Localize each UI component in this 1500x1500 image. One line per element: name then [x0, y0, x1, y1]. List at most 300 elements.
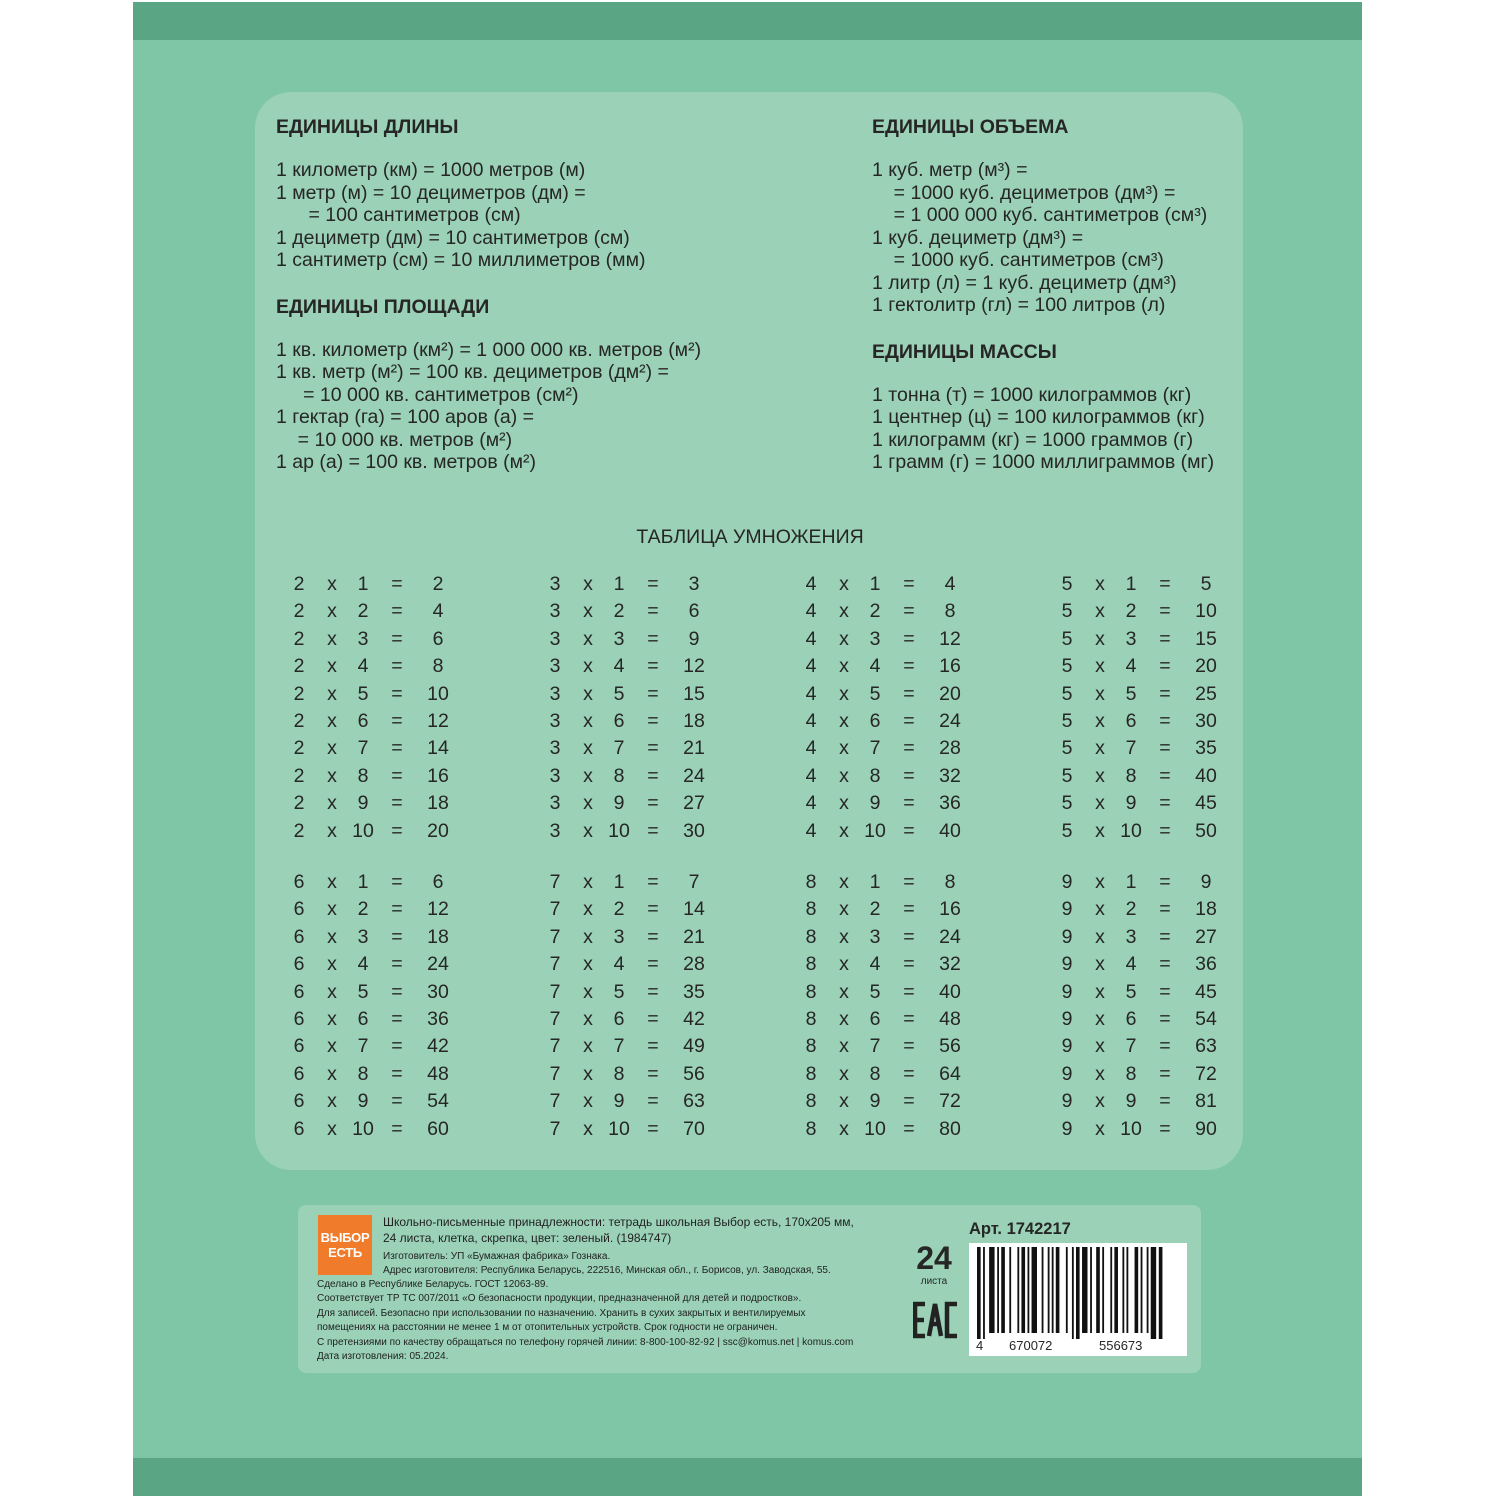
times-row [1052, 735, 1242, 762]
times-sign: x [1095, 1007, 1105, 1030]
equals-sign: = [647, 1007, 659, 1030]
equals-sign: = [903, 764, 915, 787]
mass-unit-line: 1 килограмм (кг) = 1000 граммов (г) [872, 428, 1194, 451]
factor: 2 [293, 627, 305, 650]
times-row [540, 735, 730, 762]
product-value: 8 [432, 655, 444, 678]
multiplier: 5 [869, 980, 881, 1003]
factor: 9 [1061, 898, 1073, 921]
product-value: 36 [939, 792, 961, 815]
product-value: 12 [683, 655, 705, 678]
multiplier: 9 [1125, 1090, 1137, 1113]
times-row [540, 1006, 730, 1033]
multiplier: 3 [869, 925, 881, 948]
times-sign: x [327, 792, 337, 815]
multiplier: 2 [613, 600, 625, 623]
factor: 8 [805, 1090, 817, 1113]
barcode-bar [989, 1247, 994, 1333]
times-row [540, 869, 730, 896]
multiplier: 4 [869, 953, 881, 976]
area-unit-line: 1 гектар (га) = 100 аров (а) = [276, 406, 535, 428]
multiplier: 9 [1125, 792, 1137, 815]
compliance-line: С претензиями по качеству обращаться по телефону горячей линии: 8-800-100-82-92 | ssc@komus.net | komus.com [317, 1336, 854, 1348]
product-value: 3 [688, 573, 700, 595]
times-table-9 [1052, 869, 1242, 1143]
factor: 5 [1061, 682, 1073, 705]
multiplier: 6 [1125, 709, 1137, 732]
equals-sign: = [903, 737, 915, 760]
multiplier: 7 [613, 737, 625, 760]
product-value: 32 [939, 764, 961, 787]
times-sign: x [583, 1090, 593, 1113]
times-row [284, 1116, 474, 1143]
barcode-left-digits: 670072 [1009, 1338, 1053, 1353]
times-row [1052, 1116, 1242, 1143]
factor: 2 [293, 682, 305, 705]
times-row [1052, 979, 1242, 1006]
factor: 3 [549, 737, 561, 760]
product-value: 72 [1195, 1062, 1217, 1085]
times-sign: x [1095, 655, 1105, 678]
equals-sign: = [647, 1117, 659, 1140]
times-sign: x [839, 573, 849, 595]
manufacturer-info [383, 1250, 831, 1279]
factor: 3 [549, 709, 561, 732]
product-value: 48 [939, 1007, 961, 1030]
factor: 7 [549, 871, 561, 893]
times-sign: x [327, 627, 337, 650]
equals-sign: = [903, 709, 915, 732]
times-sign: x [327, 1090, 337, 1113]
multiplier: 7 [613, 1035, 625, 1058]
times-row [540, 1116, 730, 1143]
multiplier: 9 [613, 792, 625, 815]
factor: 7 [549, 953, 561, 976]
factor: 2 [293, 709, 305, 732]
times-row [1052, 626, 1242, 653]
product-value: 24 [939, 925, 961, 948]
times-table-6 [284, 869, 474, 1143]
equals-sign: = [903, 1007, 915, 1030]
times-row [540, 1033, 730, 1060]
sheets-count: 24 [916, 1240, 952, 1276]
factor: 5 [1061, 737, 1073, 760]
times-sign: x [327, 925, 337, 948]
factor: 7 [549, 1035, 561, 1058]
equals-sign: = [391, 1007, 403, 1030]
multiplier: 8 [357, 1062, 369, 1085]
times-row [540, 818, 730, 845]
equals-sign: = [903, 627, 915, 650]
barcode-bar [1066, 1247, 1068, 1333]
barcode-bars [977, 1247, 1179, 1339]
equals-sign: = [1159, 764, 1171, 787]
times-row [1052, 924, 1242, 951]
product-value: 36 [427, 1007, 449, 1030]
product-value: 56 [939, 1035, 961, 1058]
factor: 5 [1061, 627, 1073, 650]
equals-sign: = [1159, 1090, 1171, 1113]
product-value: 27 [1195, 925, 1217, 948]
times-row [1052, 790, 1242, 817]
product-value: 30 [1195, 709, 1217, 732]
times-row [1052, 818, 1242, 845]
equals-sign: = [647, 682, 659, 705]
times-sign: x [327, 737, 337, 760]
times-row [1052, 869, 1242, 896]
equals-sign: = [1159, 1117, 1171, 1140]
times-sign: x [839, 1090, 849, 1113]
factor: 6 [293, 1007, 305, 1030]
times-row [796, 681, 986, 708]
product-value: 6 [432, 871, 444, 893]
times-row [796, 1006, 986, 1033]
product-value: 21 [683, 925, 705, 948]
product-value: 20 [939, 682, 961, 705]
product-value: 9 [688, 627, 700, 650]
times-sign: x [327, 1117, 337, 1140]
multiplier: 8 [613, 1062, 625, 1085]
multiplier: 1 [1125, 871, 1137, 893]
multiplier: 4 [869, 655, 881, 678]
multiplier: 9 [357, 1090, 369, 1113]
volume-unit-line: 1 куб. дециметр (дм³) = [872, 226, 1084, 249]
equals-sign: = [391, 871, 403, 893]
times-sign: x [839, 682, 849, 705]
times-row [284, 1006, 474, 1033]
times-row [540, 598, 730, 625]
factor: 8 [805, 953, 817, 976]
barcode-bar [1096, 1247, 1100, 1333]
times-sign: x [1095, 709, 1105, 732]
equals-sign: = [647, 600, 659, 623]
times-row [540, 896, 730, 923]
times-row [1052, 896, 1242, 923]
equals-sign: = [903, 655, 915, 678]
product-value: 16 [939, 655, 961, 678]
times-sign: x [327, 709, 337, 732]
times-sign: x [583, 737, 593, 760]
times-row [1052, 571, 1242, 598]
volume-unit-line: = 1 000 000 куб. сантиметров (см³) [872, 204, 1208, 226]
barcode-bar [1114, 1247, 1118, 1333]
barcode-bar [1082, 1247, 1087, 1333]
times-row [796, 1033, 986, 1060]
times-row [540, 951, 730, 978]
equals-sign: = [391, 600, 403, 623]
multiplier: 10 [608, 1117, 630, 1140]
barcode-right-digits: 556673 [1099, 1338, 1143, 1353]
factor: 8 [805, 871, 817, 893]
barcode-bar [1102, 1247, 1104, 1333]
factor: 8 [805, 980, 817, 1003]
times-row [1052, 763, 1242, 790]
multiplier: 10 [608, 819, 630, 842]
area-units-title: ЕДИНИЦЫ ПЛОЩАДИ [276, 295, 490, 318]
area-unit-line: = 10 000 кв. сантиметров (см²) [276, 383, 579, 406]
multiplier: 5 [613, 682, 625, 705]
product-value: 8 [944, 600, 956, 623]
equals-sign: = [391, 709, 403, 732]
times-sign: x [1095, 1117, 1105, 1140]
barcode-bar [1017, 1247, 1019, 1333]
times-table-4 [796, 571, 986, 845]
multiplier: 8 [357, 764, 369, 787]
times-sign: x [583, 655, 593, 678]
factor: 4 [805, 819, 817, 842]
times-sign: x [583, 1117, 593, 1140]
times-sign: x [327, 1062, 337, 1085]
times-row [796, 571, 986, 598]
equals-sign: = [391, 655, 403, 678]
equals-sign: = [1159, 871, 1171, 893]
right-column [872, 114, 1242, 474]
multiplier: 3 [613, 925, 625, 948]
barcode-bar [977, 1247, 981, 1339]
times-row [796, 708, 986, 735]
equals-sign: = [903, 1035, 915, 1058]
barcode-bar [983, 1247, 985, 1339]
compliance-line: Дата изготовления: 05.2024. [317, 1351, 449, 1363]
equals-sign: = [903, 871, 915, 893]
times-sign: x [583, 627, 593, 650]
multiplier: 10 [352, 1117, 374, 1140]
product-value: 18 [427, 792, 449, 815]
equals-sign: = [391, 764, 403, 787]
equals-sign: = [903, 925, 915, 948]
multiplier: 3 [357, 627, 369, 650]
times-sign: x [583, 1007, 593, 1030]
mass-unit-line: 1 центнер (ц) = 100 килограммов (кг) [872, 406, 1205, 428]
times-sign: x [1095, 600, 1105, 623]
times-sign: x [327, 980, 337, 1003]
product-value: 6 [688, 600, 700, 623]
factor: 5 [1061, 655, 1073, 678]
times-sign: x [583, 1062, 593, 1085]
multiplier: 1 [613, 871, 625, 893]
factor: 2 [293, 600, 305, 623]
times-sign: x [1095, 898, 1105, 921]
equals-sign: = [391, 573, 403, 595]
times-sign: x [583, 792, 593, 815]
barcode-bar [1110, 1247, 1112, 1333]
product-description [383, 1215, 854, 1246]
product-value: 6 [432, 627, 444, 650]
equals-sign: = [1159, 600, 1171, 623]
product-value: 5 [1200, 573, 1212, 595]
times-row [284, 1088, 474, 1115]
times-table-7 [540, 869, 730, 1143]
multiplier: 3 [613, 627, 625, 650]
factor: 8 [805, 1007, 817, 1030]
product-value: 14 [427, 737, 449, 760]
equals-sign: = [1159, 1062, 1171, 1085]
equals-sign: = [647, 573, 659, 595]
product-value: 24 [683, 764, 705, 787]
times-sign: x [583, 682, 593, 705]
equals-sign: = [391, 1117, 403, 1140]
length-unit-line: 1 сантиметр (см) = 10 миллиметров (мм) [276, 249, 646, 271]
factor: 9 [1061, 871, 1073, 893]
multiplier: 10 [1120, 819, 1142, 842]
times-sign: x [327, 764, 337, 787]
equals-sign: = [647, 819, 659, 842]
length-units-list [276, 159, 856, 272]
factor: 9 [1061, 1007, 1073, 1030]
times-sign: x [839, 1062, 849, 1085]
product-value: 15 [1195, 627, 1217, 650]
equals-sign: = [1159, 898, 1171, 921]
product-value: 10 [427, 682, 449, 705]
factor: 5 [1061, 792, 1073, 815]
product-value: 4 [944, 573, 956, 595]
factor: 4 [805, 573, 817, 595]
times-sign: x [1095, 1090, 1105, 1113]
equals-sign: = [903, 682, 915, 705]
factor: 2 [293, 737, 305, 760]
product-value: 7 [688, 871, 700, 893]
multiplier: 8 [869, 764, 881, 787]
equals-sign: = [391, 792, 403, 815]
barcode-bar [1072, 1247, 1074, 1339]
times-sign: x [1095, 1062, 1105, 1085]
factor: 4 [805, 627, 817, 650]
multiplier: 4 [613, 953, 625, 976]
brand-logo [318, 1215, 372, 1275]
factor: 5 [1061, 819, 1073, 842]
volume-unit-line: 1 литр (л) = 1 куб. дециметр (дм³) [872, 271, 1177, 294]
multiplier: 2 [1125, 600, 1137, 623]
times-sign: x [839, 709, 849, 732]
equals-sign: = [391, 819, 403, 842]
product-value: 90 [1195, 1117, 1217, 1140]
multiplier: 2 [869, 600, 881, 623]
barcode-bar [1001, 1247, 1005, 1333]
times-sign: x [583, 953, 593, 976]
times-sign: x [1095, 682, 1105, 705]
product-value: 36 [1195, 953, 1217, 976]
volume-unit-line: = 1000 куб. сантиметров (см³) [872, 249, 1164, 271]
factor: 4 [805, 600, 817, 623]
product-value: 49 [683, 1035, 705, 1058]
times-row [796, 1116, 986, 1143]
equals-sign: = [647, 627, 659, 650]
times-row [284, 681, 474, 708]
times-sign: x [839, 871, 849, 893]
multiplier: 1 [869, 573, 881, 595]
multiplier: 6 [869, 1007, 881, 1030]
times-row [796, 979, 986, 1006]
times-sign: x [327, 573, 337, 595]
multiplier: 6 [869, 709, 881, 732]
times-row [796, 818, 986, 845]
equals-sign: = [903, 819, 915, 842]
times-sign: x [583, 764, 593, 787]
equals-sign: = [391, 925, 403, 948]
barcode-bar [1028, 1247, 1030, 1333]
factor: 5 [1061, 573, 1073, 595]
equals-sign: = [1159, 627, 1171, 650]
equals-sign: = [391, 898, 403, 921]
factor: 9 [1061, 1117, 1073, 1140]
product-value: 42 [427, 1035, 449, 1058]
times-row [284, 924, 474, 951]
times-row [796, 598, 986, 625]
product-value: 56 [683, 1062, 705, 1085]
product-value: 42 [683, 1007, 705, 1030]
product-description-line: Школьно-письменные принадлежности: тетрадь школьная Выбор есть, 170х205 мм, [383, 1215, 854, 1229]
times-sign: x [839, 1035, 849, 1058]
manufacturer-line: Адрес изготовителя: Республика Беларусь, 222516, Минская обл., г. Борисов, ул. Заводская, 55. [383, 1265, 831, 1277]
equals-sign: = [647, 737, 659, 760]
product-value: 2 [432, 573, 444, 595]
barcode-bar [1032, 1247, 1037, 1333]
multiplier: 9 [869, 1090, 881, 1113]
factor: 6 [293, 925, 305, 948]
equals-sign: = [647, 709, 659, 732]
multiplier: 2 [357, 898, 369, 921]
multiplier: 8 [613, 764, 625, 787]
times-row [284, 653, 474, 680]
area-units-list [276, 339, 856, 474]
multiplier: 4 [1125, 953, 1137, 976]
volume-unit-line: 1 гектолитр (гл) = 100 литров (л) [872, 294, 1166, 316]
mass-unit-line: 1 тонна (т) = 1000 килограммов (кг) [872, 383, 1192, 406]
multiplier: 3 [1125, 627, 1137, 650]
multiplier: 6 [1125, 1007, 1137, 1030]
barcode-first-digit: 4 [976, 1338, 984, 1353]
times-sign: x [839, 792, 849, 815]
equals-sign: = [1159, 980, 1171, 1003]
times-row [1052, 653, 1242, 680]
factor: 4 [805, 792, 817, 815]
times-sign: x [1095, 819, 1105, 842]
times-row [540, 708, 730, 735]
product-value: 28 [939, 737, 961, 760]
times-sign: x [583, 600, 593, 623]
times-row [284, 571, 474, 598]
times-sign: x [839, 764, 849, 787]
factor: 6 [293, 871, 305, 893]
times-sign: x [839, 898, 849, 921]
times-row [284, 735, 474, 762]
multiplier: 4 [1125, 655, 1137, 678]
times-row [284, 763, 474, 790]
barcode-bar [1151, 1247, 1156, 1339]
eac-mark-icon [913, 1300, 959, 1340]
factor: 9 [1061, 925, 1073, 948]
times-row [540, 1061, 730, 1088]
equals-sign: = [903, 792, 915, 815]
product-value: 18 [683, 709, 705, 732]
equals-sign: = [391, 1062, 403, 1085]
length-units-title: ЕДИНИЦЫ ДЛИНЫ [276, 116, 459, 138]
multiplier: 2 [357, 600, 369, 623]
product-value: 81 [1195, 1090, 1217, 1113]
times-row [796, 896, 986, 923]
volume-unit-line: 1 куб. метр (м³) = [872, 159, 1028, 181]
times-sign: x [1095, 925, 1105, 948]
factor: 5 [1061, 600, 1073, 623]
product-value: 21 [683, 737, 705, 760]
equals-sign: = [391, 1090, 403, 1113]
times-row [284, 1033, 474, 1060]
times-row [284, 896, 474, 923]
barcode-bar [1159, 1247, 1163, 1339]
times-row [540, 979, 730, 1006]
mass-units-list [872, 384, 1242, 474]
barcode-bar [1056, 1247, 1060, 1333]
